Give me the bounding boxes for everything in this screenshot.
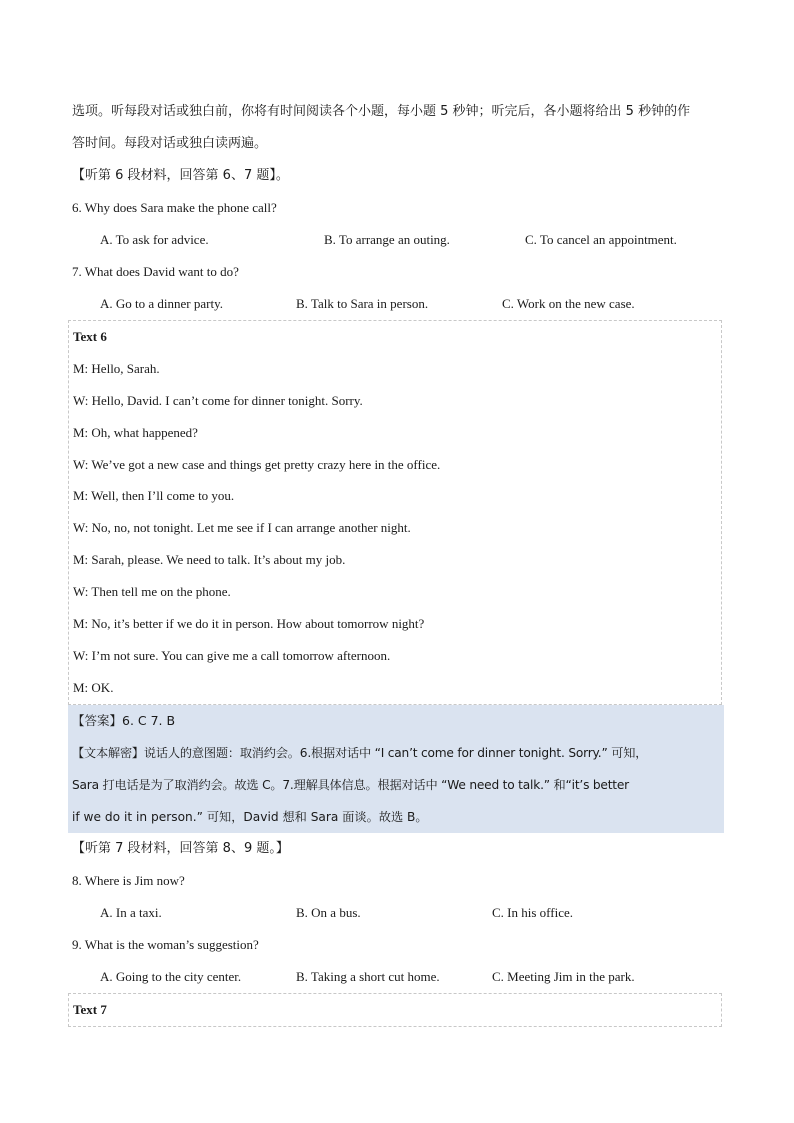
question-8-options (72, 897, 724, 929)
dialogue-line: M: Oh, what happened? (73, 424, 198, 440)
dialogue-line: M: Hello, Sarah. (73, 360, 160, 376)
dialogue-line: W: Then tell me on the phone. (73, 584, 231, 600)
dialogue-line: M: No, it’s better if we do it in person. How about tomorrow night? (73, 616, 425, 632)
question-9-options (72, 961, 724, 993)
question-6: 6. Why does Sara make the phone call? (72, 200, 277, 215)
explanation-line-3: if we do it in person.” 可知，David 想和 Sara 面谈。故选 B。 (72, 809, 428, 824)
dialogue-line: W: No, no, not tonight. Let me see if I can arrange another night. (73, 520, 411, 536)
option-7a: A. Go to a dinner party. (100, 296, 223, 311)
option-6b: B. To arrange an outing. (324, 232, 450, 247)
text-7-box (68, 993, 722, 1027)
option-8b: B. On a bus. (296, 904, 361, 920)
section7-header: 【听第 7 段材料，回答第 8、9 题。】 (72, 840, 289, 856)
dialogue-line: W: I’m not sure. You can give me a call tomorrow afternoon. (73, 647, 391, 663)
question-9: 9. What is the woman’s suggestion? (72, 936, 259, 952)
question-7-options (72, 288, 724, 320)
option-6c: C. To cancel an appointment. (525, 232, 677, 247)
text-7-title: Text 7 (73, 1001, 107, 1017)
option-9c: C. Meeting Jim in the park. (492, 968, 635, 984)
explanation-line-1: 【文本解密】说话人的意图题：取消约会。6.根据对话中 “I can’t come for dinner tonight. Sorry.” 可知， (72, 745, 648, 760)
question-6-options (72, 224, 724, 256)
option-7c: C. Work on the new case. (502, 296, 635, 311)
option-8a: A. In a taxi. (100, 904, 162, 920)
explanation-line-2: Sara 打电话是为了取消约会。故选 C。7.理解具体信息。根据对话中 “We need to talk.” 和“it’s better (72, 777, 629, 792)
dialogue-line: W: Hello, David. I can’t come for dinner tonight. Sorry. (73, 392, 363, 408)
dialogue-line: W: We’ve got a new case and things get pretty crazy here in the office. (73, 456, 441, 472)
intro-line-1: 选项。听每段对话或独白前，你将有时间阅读各个小题，每小题 5 秒钟；听完后，各小题将给出 5 秒钟的作 (72, 104, 691, 119)
question-8: 8. Where is Jim now? (72, 872, 185, 888)
answer-line: 【答案】6. C 7. B (72, 712, 176, 728)
intro-line-2: 答时间。每段对话或独白读两遍。 (72, 136, 268, 151)
section6-header: 【听第 6 段材料，回答第 6、7 题】。 (72, 168, 289, 183)
answer-box (68, 705, 724, 833)
option-6a: A. To ask for advice. (100, 232, 209, 247)
option-8c: C. In his office. (492, 904, 573, 920)
text-6-title: Text 6 (73, 329, 107, 344)
option-9b: B. Taking a short cut home. (296, 968, 440, 984)
option-7b: B. Talk to Sara in person. (296, 296, 429, 311)
document-page (72, 96, 724, 1027)
text-6-box (68, 320, 722, 705)
option-9a: A. Going to the city center. (100, 968, 242, 984)
dialogue-line: M: Sarah, please. We need to talk. It’s about my job. (73, 552, 346, 568)
dialogue-line: M: Well, then I’ll come to you. (73, 488, 235, 504)
question-7: 7. What does David want to do? (72, 264, 239, 279)
dialogue-line: M: OK. (73, 679, 114, 695)
